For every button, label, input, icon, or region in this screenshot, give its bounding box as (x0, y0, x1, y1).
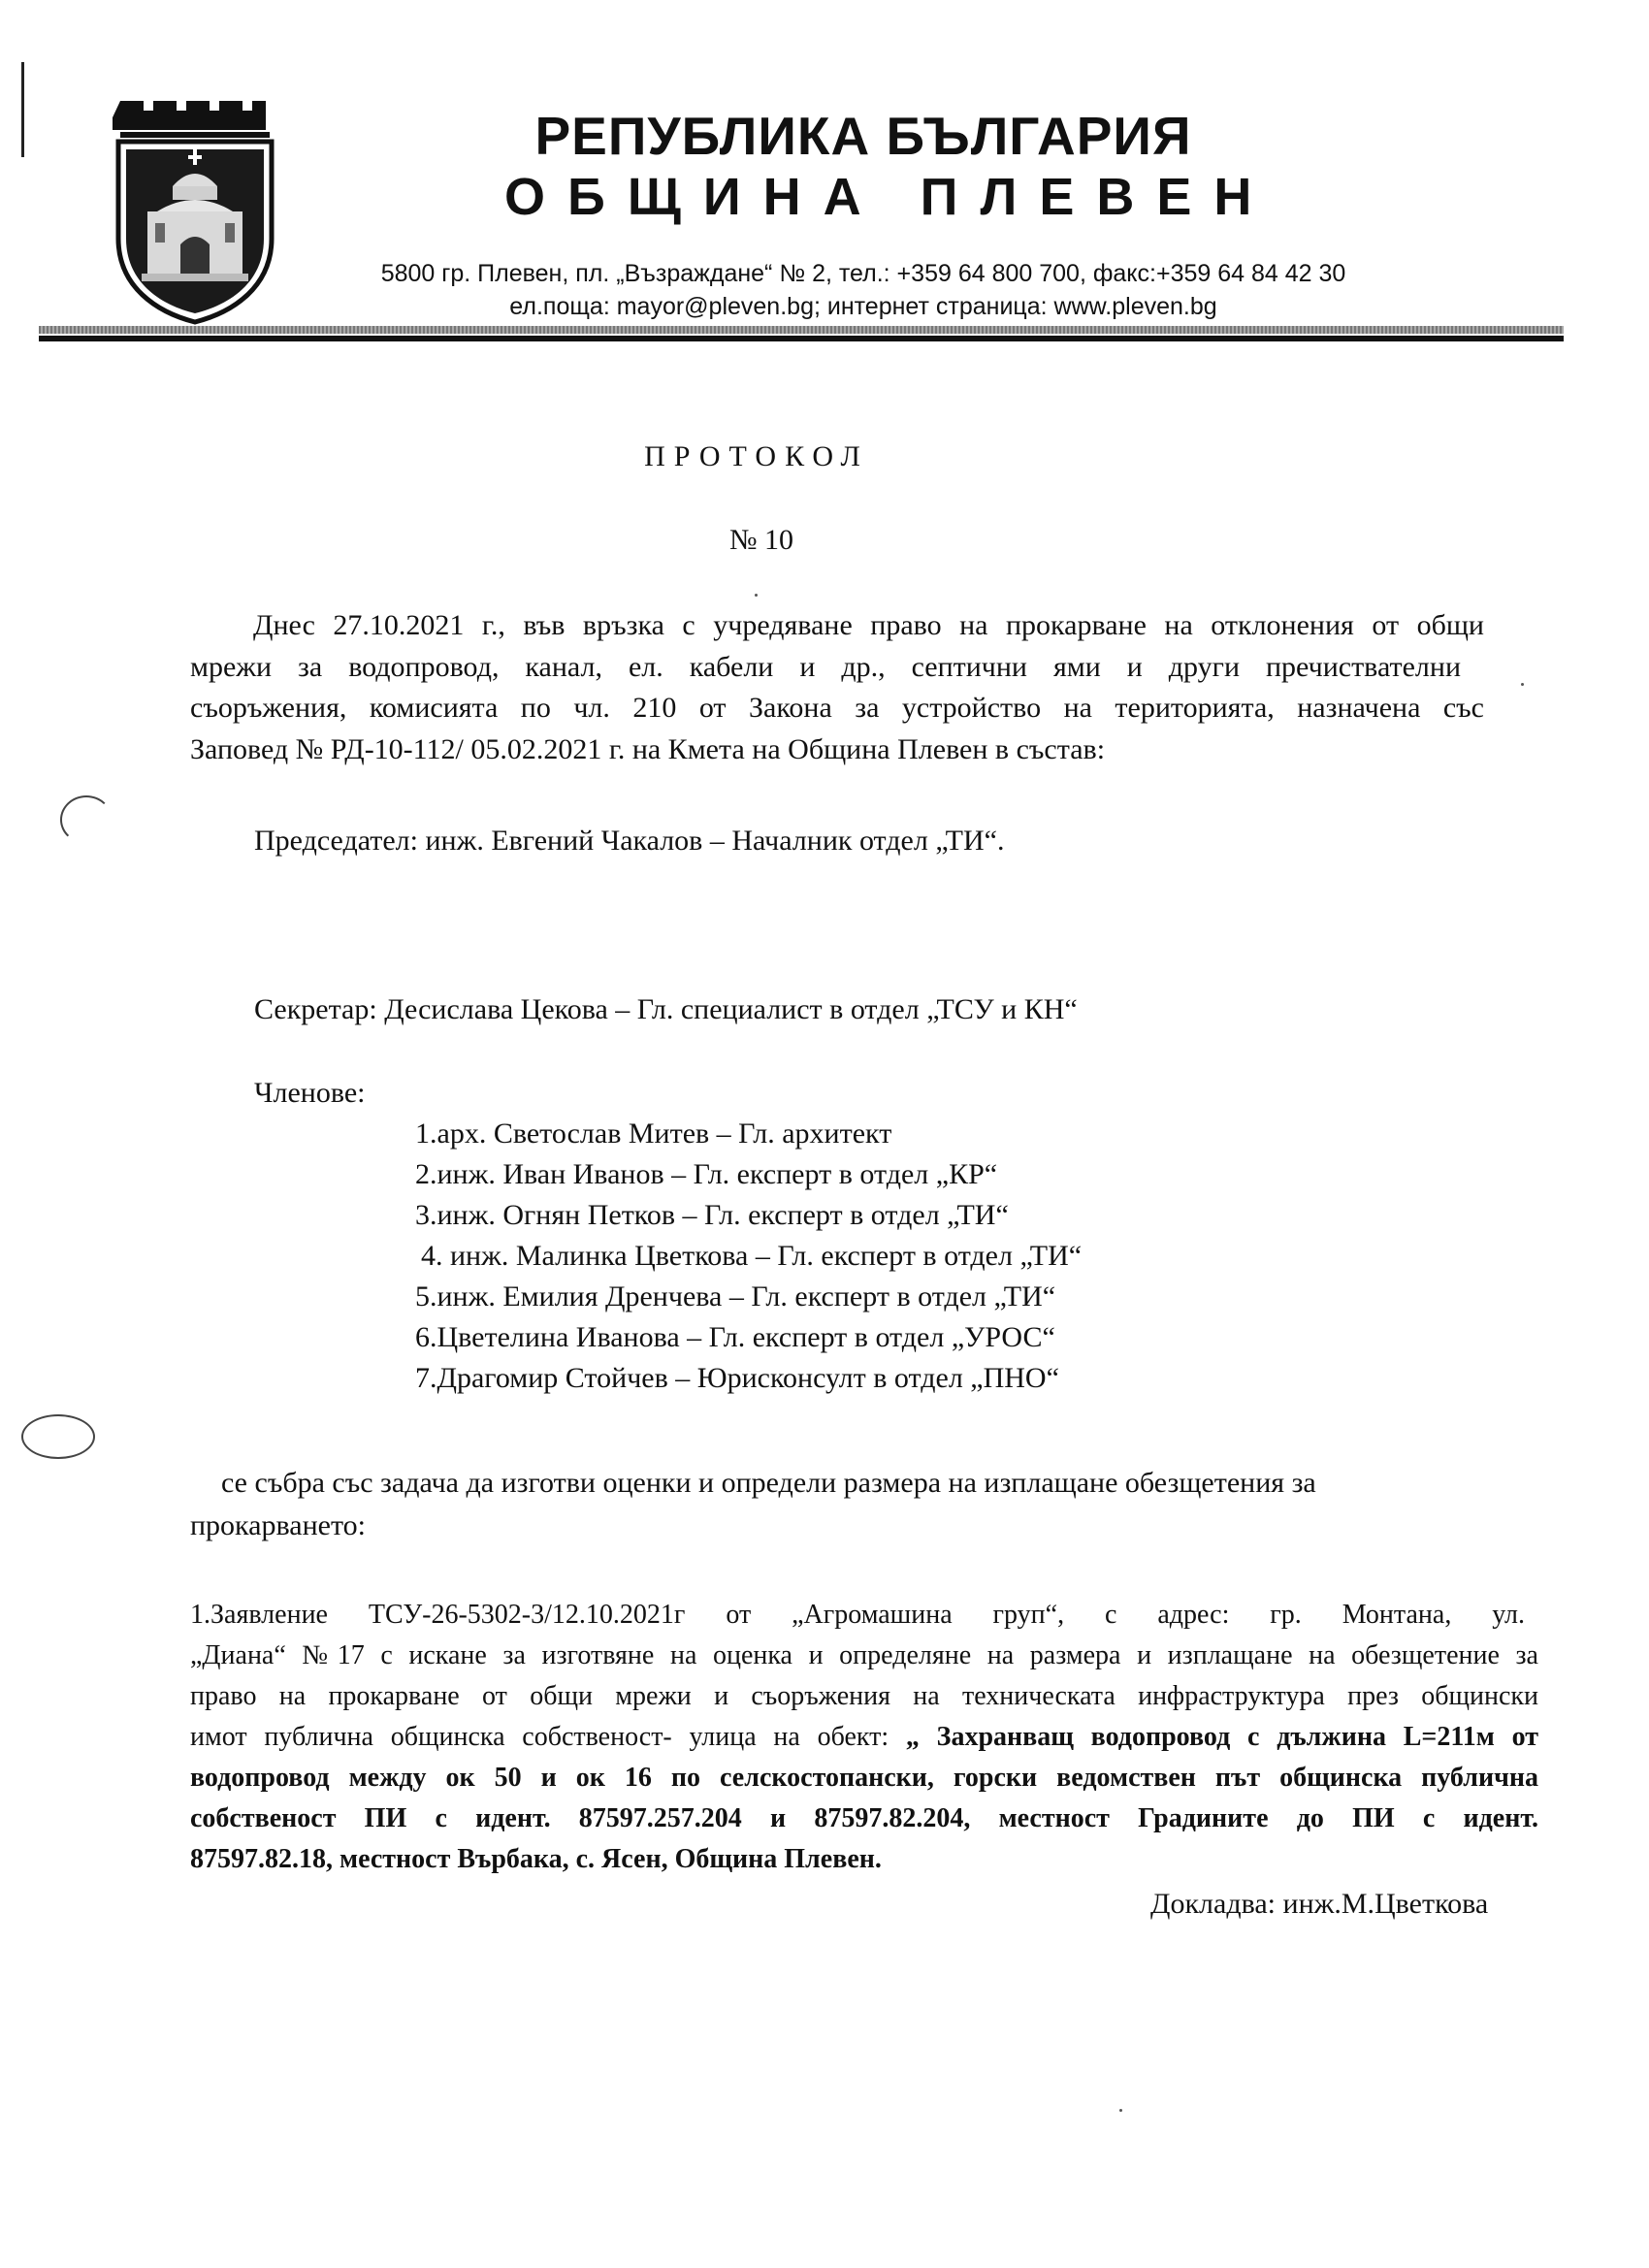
intro-line: съоръжения, комисията по чл. 210 от Закона за устройство на територията, назначена със (190, 692, 1484, 724)
letterhead-contacts: ел.поща: mayor@pleven.bg; интернет страница: www.pleven.bg (509, 293, 1217, 320)
intro-paragraph (190, 605, 1484, 770)
object-description: 87597.82.18, местност Върбака, с. Ясен, Община Плевен. (190, 1844, 882, 1874)
letterhead-title: РЕПУБЛИКА БЪЛГАРИЯ (534, 106, 1192, 166)
agenda-item-1 (190, 1595, 1538, 1880)
members-list (415, 1114, 1082, 1399)
member-item: 4. инж. Малинка Цветкова – Гл. експерт в отдел „ТИ“ (421, 1240, 1083, 1272)
scan-edge-mark (21, 62, 24, 157)
protocol-number: № 10 (728, 524, 794, 556)
members-label: Членове: (254, 1077, 366, 1109)
secretary-line: Секретар: Десислава Цекова – Гл. специалист в отдел „ТСУ и КН“ (254, 993, 1078, 1025)
item-line: право на прокарване от общи мрежи и съоръжения на техническата инфраструктура през общински (190, 1681, 1538, 1711)
intro-line: мрежи за водопровод, канал, ел. кабели и др., септични ями и други пречиствателни (190, 650, 1461, 683)
item-line: „Диана“ №17 с искане за изготвяне на оценка и определяне на размера и изплащане на обезщетение за (190, 1640, 1538, 1670)
item-line: 1.Заявление ТСУ-26-5302-3/12.10.2021г от „Агромашина груп“, с адрес: гр. Монтана, ул. (190, 1600, 1525, 1630)
object-description: собственост ПИ с идент. 87597.257.204 и 87597.82.204, местност Градините до ПИ с идент. (190, 1803, 1538, 1833)
letterhead-subtitle: ОБЩИНА ПЛЕВЕН (504, 168, 1275, 226)
reporter-line: Докладва: инж.М.Цветкова (1150, 1888, 1489, 1920)
scan-speck (1119, 2109, 1122, 2112)
task-line: се събра със задача да изготви оценки и определи размера на изплащане обезщетения за (221, 1467, 1316, 1499)
letterhead-divider-black (39, 336, 1564, 341)
member-item: 6.Цветелина Иванова – Гл. експерт в отдел „УРОС“ (415, 1321, 1055, 1353)
intro-line: Днес 27.10.2021 г., във връзка с учредяване право на прокарване на отклонения от общи (253, 609, 1484, 641)
protocol-title: ПРОТОКОЛ (644, 440, 869, 472)
item-line (190, 1717, 1538, 1758)
member-item: 7.Драгомир Стойчев – Юрисконсулт в отдел „ПНО“ (415, 1362, 1059, 1394)
scan-speck (1521, 683, 1524, 686)
scan-speck (755, 594, 758, 597)
punch-hole-artifact (60, 795, 113, 844)
task-line: прокарването: (190, 1509, 366, 1541)
member-item: 5.инж. Емилия Дренчева – Гл. експерт в отдел „ТИ“ (415, 1280, 1056, 1312)
pleven-coat-of-arms-icon (113, 93, 277, 326)
member-item: 1.арх. Светослав Митев – Гл. архитект (415, 1118, 892, 1150)
object-description: водопровод между ок 50 и ок 16 по селскостопански, горски ведомствен път общинска публична (190, 1763, 1538, 1793)
punch-hole-artifact (21, 1414, 95, 1459)
letterhead-address: 5800 гр. Плевен, пл. „Възраждане“ № 2, тел.: +359 64 800 700, факс:+359 64 84 42 30 (380, 260, 1346, 287)
object-description: „ Захранващ водопровод с дължина L=211м от (905, 1722, 1539, 1752)
letterhead-divider-gray (39, 326, 1564, 334)
member-item: 2.инж. Иван Иванов – Гл. експерт в отдел „КР“ (415, 1158, 998, 1190)
intro-line: Заповед № РД-10-112/ 05.02.2021 г. на Кмета на Община Плевен в състав: (190, 732, 1106, 765)
chairman-line: Председател: инж. Евгений Чакалов – Началник отдел „ТИ“. (254, 825, 1005, 857)
item-line-text: имот публична общинска собственост- улица на обект: (190, 1722, 906, 1752)
member-item: 3.инж. Огнян Петков – Гл. експерт в отдел „ТИ“ (415, 1199, 1009, 1231)
